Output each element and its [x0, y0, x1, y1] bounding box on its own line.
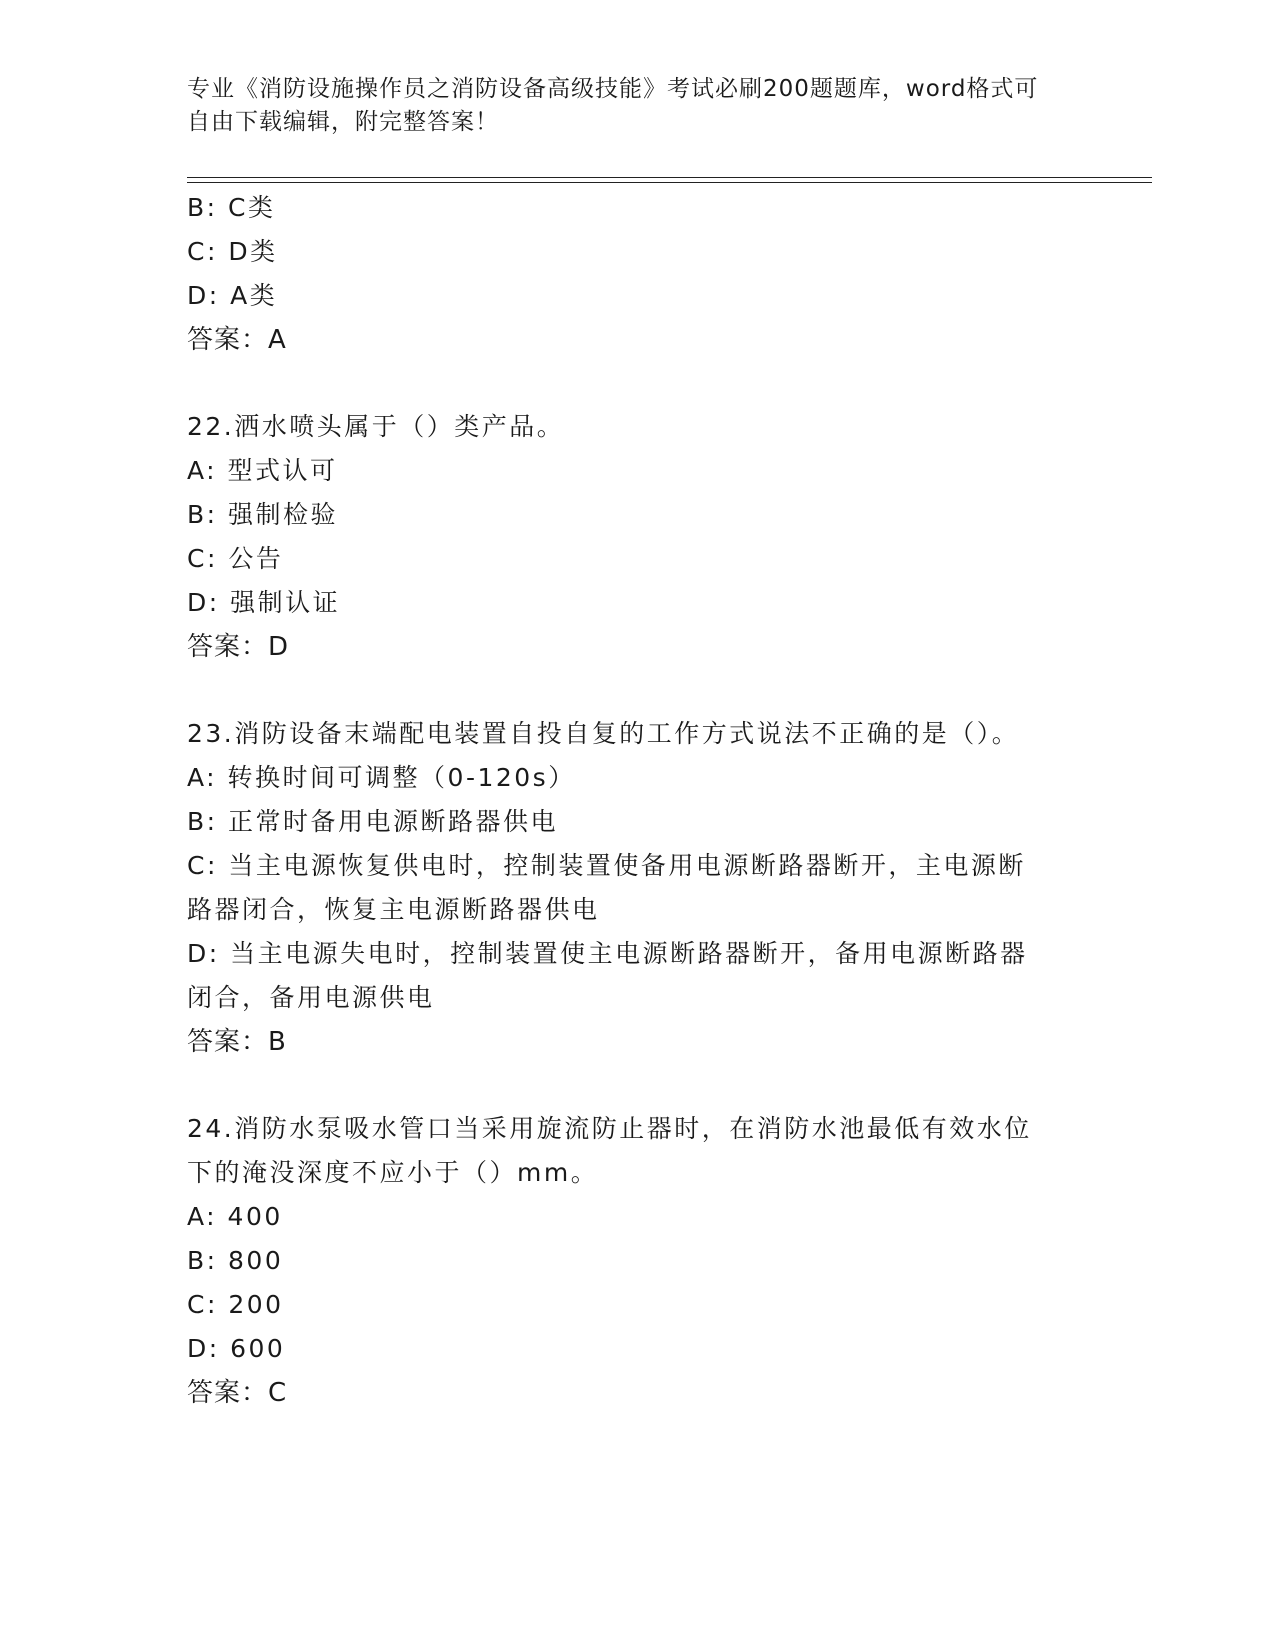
- q24-option-c: C: 200: [187, 1290, 284, 1319]
- document-header: [187, 73, 1067, 139]
- header-title-line-2: 自由下载编辑，附完整答案！: [187, 109, 499, 135]
- q22-question: 22.洒水喷头属于（）类产品。: [187, 412, 565, 441]
- q22-answer: 答案：D: [187, 632, 290, 662]
- header-title-line-1: 专业《消防设施操作员之消防设备高级技能》考试必刷200题题库，word格式可: [187, 76, 1039, 102]
- q24-question-line-2: 下的淹没深度不应小于（）mm。: [187, 1158, 599, 1187]
- header-divider-bottom: [187, 182, 1152, 183]
- q21-answer: 答案：A: [187, 325, 287, 355]
- q21-option-c: C: D类: [187, 237, 278, 266]
- q21-option-d: D: A类: [187, 281, 278, 310]
- q22-option-b: B: 强制检验: [187, 500, 339, 529]
- q23-answer: 答案：B: [187, 1027, 287, 1057]
- q24-option-b: B: 800: [187, 1246, 284, 1275]
- q22-option-c: C: 公告: [187, 544, 284, 573]
- header-divider-top: [187, 177, 1152, 178]
- q23-option-a: A: 转换时间可调整（0-120s）: [187, 763, 576, 792]
- q23-option-d-line-1: D: 当主电源失电时，控制装置使主电源断路器断开，备用电源断路器: [187, 939, 1028, 968]
- q24-question-line-1: 24.消防水泵吸水管口当采用旋流防止器时，在消防水池最低有效水位: [187, 1114, 1032, 1143]
- q23-option-b: B: 正常时备用电源断路器供电: [187, 807, 559, 836]
- q22-option-a: A: 型式认可: [187, 456, 338, 485]
- q23-option-c-line-1: C: 当主电源恢复供电时，控制装置使备用电源断路器断开，主电源断: [187, 851, 1026, 880]
- q22-option-d: D: 强制认证: [187, 588, 341, 617]
- q23-option-d-line-2: 闭合，备用电源供电: [187, 983, 435, 1012]
- q24-option-a: A: 400: [187, 1202, 283, 1231]
- q23-option-c-line-2: 路器闭合，恢复主电源断路器供电: [187, 895, 600, 924]
- q21-option-b: B: C类: [187, 193, 276, 222]
- q24-option-d: D: 600: [187, 1334, 286, 1363]
- q24-answer: 答案：C: [187, 1378, 288, 1408]
- q23-question: 23.消防设备末端配电装置自投自复的工作方式说法不正确的是（）。: [187, 719, 1020, 748]
